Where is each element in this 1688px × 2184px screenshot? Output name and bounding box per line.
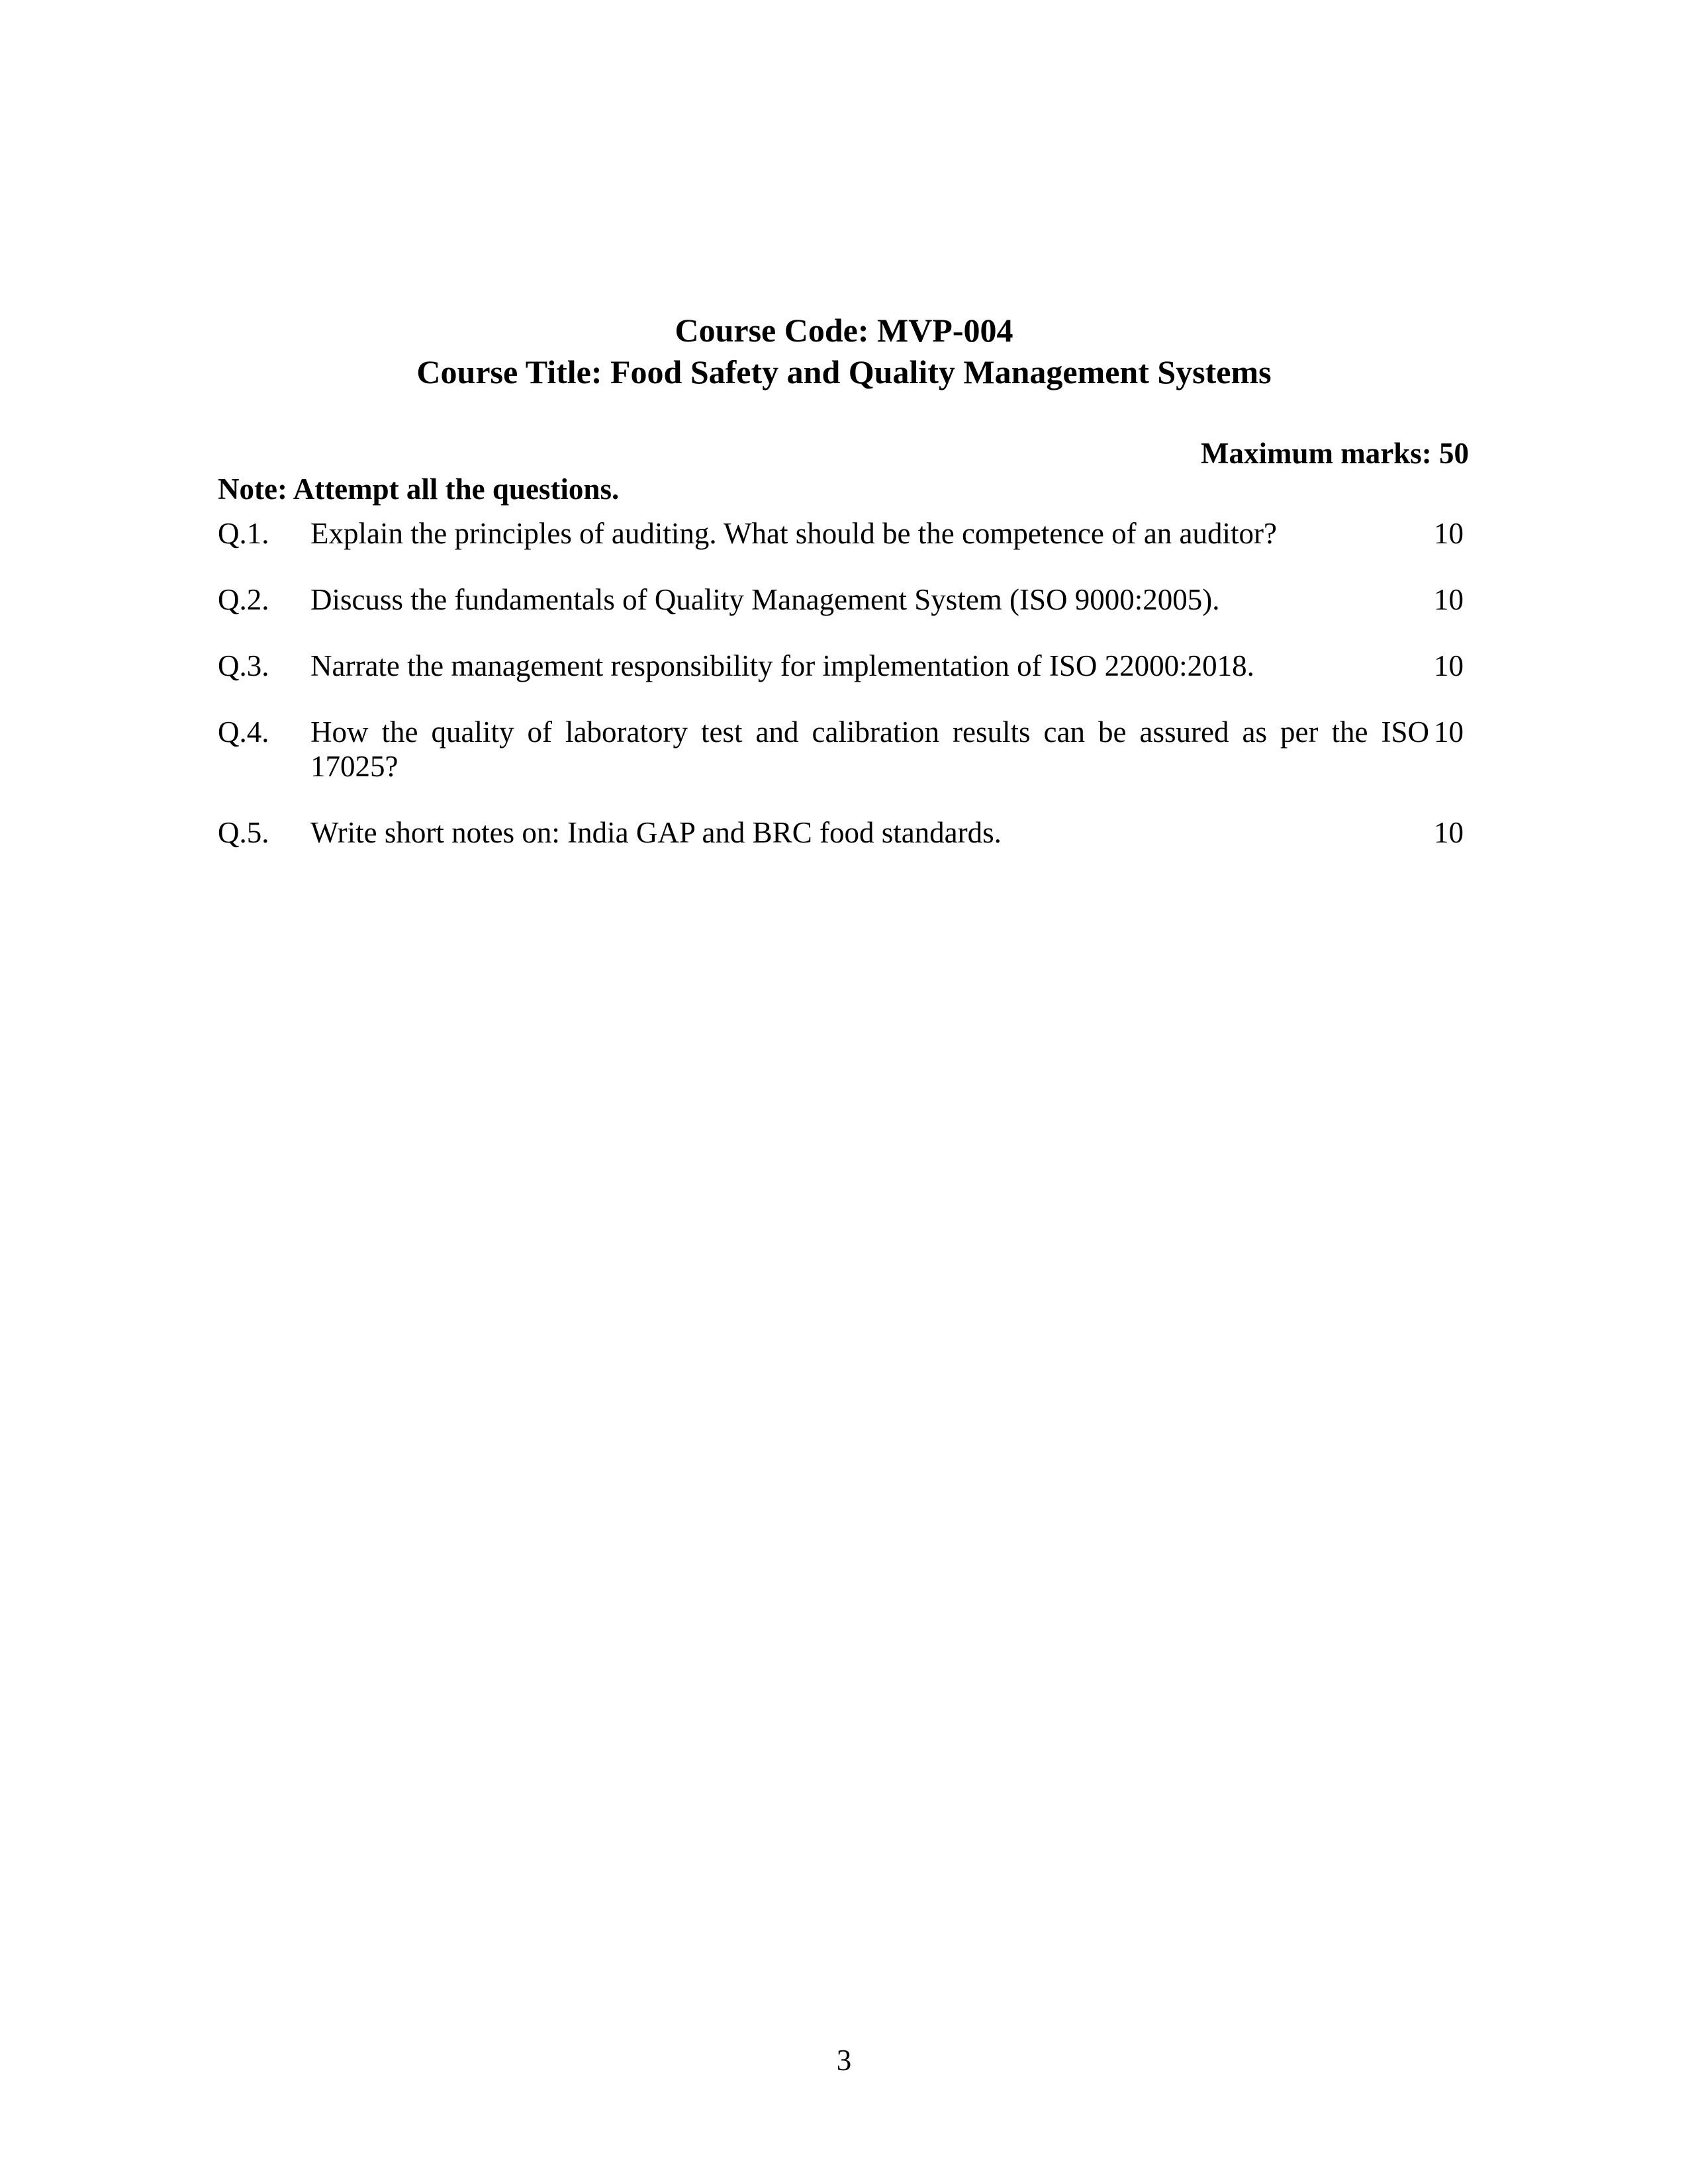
course-title-heading: Course Title: Food Safety and Quality Management Systems xyxy=(416,353,1272,390)
question-row-5 xyxy=(218,815,1485,850)
question-text: Narrate the management responsibility for implementation of ISO 22000:2018. xyxy=(310,649,1254,682)
question-marks: 10 xyxy=(1434,583,1464,616)
question-number: Q.2. xyxy=(218,583,269,616)
question-row-2 xyxy=(218,582,1485,617)
instructions-note: Note: Attempt all the questions. xyxy=(218,473,620,506)
question-number: Q.4. xyxy=(218,715,269,749)
question-number: Q.1. xyxy=(218,517,269,550)
question-list xyxy=(218,516,1485,882)
maximum-marks: Maximum marks: 50 xyxy=(1201,437,1469,470)
question-number: Q.3. xyxy=(218,649,269,682)
question-number: Q.5. xyxy=(218,816,269,849)
question-row-4 xyxy=(218,715,1485,784)
page-number: 3 xyxy=(836,2044,852,2077)
question-text: How the quality of laboratory test and calibration results can be assured as per the ISO 17025? xyxy=(310,715,1429,783)
question-row-1 xyxy=(218,516,1485,551)
question-marks: 10 xyxy=(1434,649,1464,682)
question-text: Discuss the fundamentals of Quality Management System (ISO 9000:2005). xyxy=(310,583,1220,616)
question-marks: 10 xyxy=(1434,816,1464,849)
question-text: Explain the principles of auditing. What should be the competence of an auditor? xyxy=(310,517,1277,550)
question-marks: 10 xyxy=(1434,517,1464,550)
course-code-heading: Course Code: MVP-004 xyxy=(675,312,1013,349)
question-row-3 xyxy=(218,649,1485,683)
question-text: Write short notes on: India GAP and BRC food standards. xyxy=(310,816,1002,849)
question-marks: 10 xyxy=(1434,715,1464,749)
